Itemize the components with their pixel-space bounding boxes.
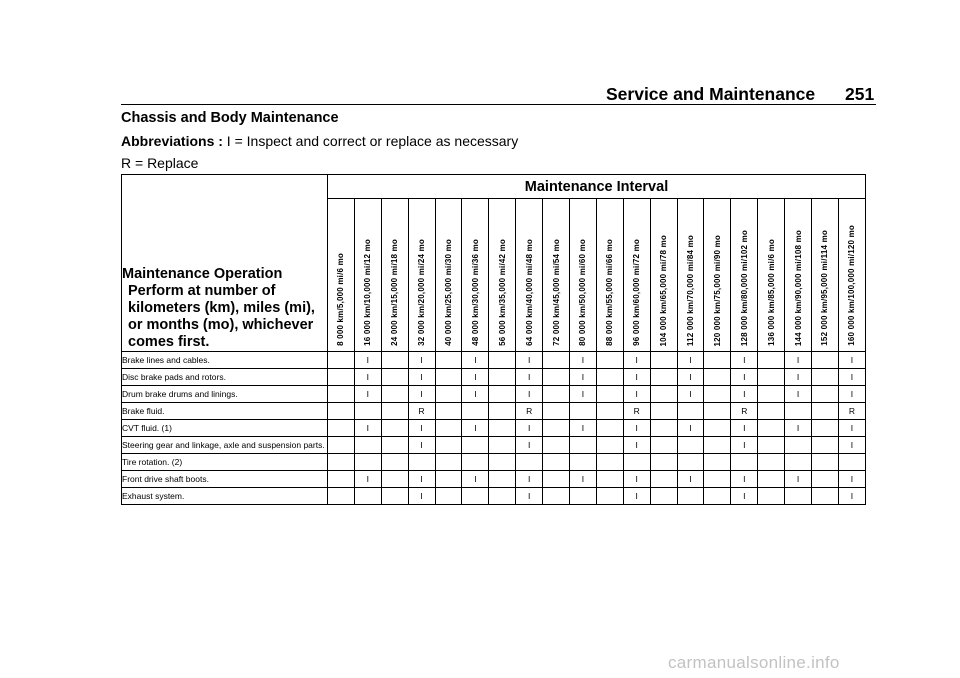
interval-cell (381, 437, 408, 454)
interval-cell: I (408, 488, 435, 505)
interval-cell (812, 352, 839, 369)
interval-cell: I (408, 369, 435, 386)
interval-cell: I (516, 420, 543, 437)
interval-cell (596, 386, 623, 403)
interval-cell: I (623, 488, 650, 505)
interval-column-header (758, 199, 785, 352)
interval-cell: I (838, 471, 865, 488)
interval-label: 32 000 km/20,000 mi/24 mo (417, 239, 427, 346)
interval-label: 88 000 km/55,000 mi/66 mo (605, 239, 615, 346)
interval-cell: I (462, 386, 489, 403)
interval-cell: I (408, 437, 435, 454)
interval-cell (462, 488, 489, 505)
interval-cell (650, 437, 677, 454)
interval-cell: I (785, 420, 812, 437)
interval-label: 144 000 km/90,000 mi/108 mo (793, 229, 803, 346)
interval-cell: I (838, 369, 865, 386)
interval-cell: I (408, 352, 435, 369)
interval-label: 120 000 km/75,000 mi/90 mo (712, 234, 722, 346)
interval-cell (354, 437, 381, 454)
interval-column-header (354, 199, 381, 352)
interval-cell (435, 352, 462, 369)
operation-header-title: Maintenance Operation (122, 266, 283, 282)
interval-cell (758, 369, 785, 386)
interval-cell (812, 386, 839, 403)
interval-cell: I (838, 420, 865, 437)
interval-cell: I (677, 386, 704, 403)
interval-column-header (543, 199, 570, 352)
interval-cell: I (785, 386, 812, 403)
interval-cell (381, 369, 408, 386)
interval-cell (354, 454, 381, 471)
interval-cell (704, 437, 731, 454)
interval-cell (596, 437, 623, 454)
interval-cell (704, 403, 731, 420)
interval-cell: R (516, 403, 543, 420)
interval-cell (812, 403, 839, 420)
interval-cell (785, 437, 812, 454)
interval-label: 136 000 km/85,000 mi/6 mo (766, 239, 776, 346)
table-row (122, 369, 866, 386)
interval-column-header (381, 199, 408, 352)
interval-cell (704, 454, 731, 471)
interval-cell: I (354, 369, 381, 386)
interval-cell (677, 437, 704, 454)
interval-cell (543, 420, 570, 437)
interval-column-header (570, 199, 597, 352)
section-title: Chassis and Body Maintenance (121, 110, 339, 126)
operation-name: Tire rotation. (2) (122, 454, 328, 471)
interval-label: 160 000 km/100,000 mi/120 mo (847, 225, 857, 346)
interval-label: 152 000 km/95,000 mi/114 mo (820, 230, 830, 346)
interval-cell: I (623, 352, 650, 369)
interval-cell (543, 403, 570, 420)
interval-cell: I (731, 386, 758, 403)
interval-cell: I (516, 369, 543, 386)
interval-column-header (462, 199, 489, 352)
interval-cell (596, 471, 623, 488)
abbreviation-inspect: I = Inspect and correct or replace as necessary (226, 133, 519, 149)
page-section-title: Service and Maintenance (606, 84, 816, 104)
interval-cell (543, 437, 570, 454)
interval-cell (650, 488, 677, 505)
interval-column-header (812, 199, 839, 352)
interval-cell: I (623, 471, 650, 488)
interval-cell (543, 454, 570, 471)
interval-cell (328, 454, 355, 471)
interval-cell (435, 437, 462, 454)
table-row (122, 454, 866, 471)
interval-cell: I (516, 386, 543, 403)
abbreviations-label: Abbreviations : (121, 133, 223, 149)
interval-cell (650, 420, 677, 437)
interval-cell (704, 471, 731, 488)
interval-label: 128 000 km/80,000 mi/102 mo (739, 229, 749, 346)
interval-cell: I (570, 352, 597, 369)
interval-cell (758, 488, 785, 505)
interval-cell: I (462, 369, 489, 386)
page-number: 251 (845, 84, 875, 104)
interval-cell (704, 369, 731, 386)
interval-cell (596, 403, 623, 420)
interval-cell (543, 352, 570, 369)
interval-label: 96 000 km/60,000 mi/72 mo (632, 239, 642, 346)
interval-cell: I (731, 488, 758, 505)
interval-label: 80 000 km/50,000 mi/60 mo (578, 239, 588, 346)
interval-cell: I (408, 471, 435, 488)
interval-cell: I (623, 386, 650, 403)
table-row (122, 403, 866, 420)
interval-header: Maintenance Interval (328, 175, 866, 199)
interval-cell: I (408, 420, 435, 437)
interval-cell: I (838, 488, 865, 505)
interval-cell: I (838, 386, 865, 403)
table-row (122, 488, 866, 505)
interval-cell (543, 369, 570, 386)
interval-cell: I (785, 471, 812, 488)
interval-cell (381, 488, 408, 505)
interval-cell: I (731, 471, 758, 488)
interval-cell: I (354, 471, 381, 488)
interval-label: 16 000 km/10,000 mi/12 mo (363, 239, 373, 346)
interval-column-header (435, 199, 462, 352)
interval-cell (758, 352, 785, 369)
interval-cell: I (731, 420, 758, 437)
interval-cell (650, 403, 677, 420)
interval-cell (812, 454, 839, 471)
operation-name: Exhaust system. (122, 488, 328, 505)
interval-cell (354, 403, 381, 420)
interval-cell (650, 369, 677, 386)
interval-cell (328, 386, 355, 403)
interval-cell (381, 403, 408, 420)
interval-cell (435, 420, 462, 437)
interval-cell (650, 386, 677, 403)
table-header-row (122, 175, 866, 199)
interval-label: 104 000 km/65,000 mi/78 mo (659, 234, 669, 346)
interval-cell (570, 437, 597, 454)
operation-header (122, 175, 328, 352)
interval-cell (758, 420, 785, 437)
interval-cell (596, 488, 623, 505)
interval-cell (650, 352, 677, 369)
interval-cell (596, 352, 623, 369)
interval-cell: I (516, 352, 543, 369)
interval-cell (381, 352, 408, 369)
interval-cell (489, 454, 516, 471)
interval-column-header (785, 199, 812, 352)
interval-cell (435, 454, 462, 471)
interval-cell (543, 471, 570, 488)
interval-cell: I (354, 420, 381, 437)
interval-column-header (489, 199, 516, 352)
interval-cell (812, 369, 839, 386)
watermark: carmanualsonline.info (668, 653, 840, 672)
interval-cell (785, 488, 812, 505)
interval-cell (677, 403, 704, 420)
interval-cell (435, 386, 462, 403)
interval-column-header (408, 199, 435, 352)
operation-name: Brake lines and cables. (122, 352, 328, 369)
interval-cell: I (623, 420, 650, 437)
interval-cell: I (838, 437, 865, 454)
interval-cell: I (785, 369, 812, 386)
table-row (122, 471, 866, 488)
operation-name: Steering gear and linkage, axle and suspension parts. (122, 437, 328, 454)
interval-cell (462, 403, 489, 420)
interval-column-header (704, 199, 731, 352)
interval-cell (328, 369, 355, 386)
interval-cell (596, 369, 623, 386)
interval-cell: I (785, 352, 812, 369)
interval-cell: I (731, 352, 758, 369)
interval-cell (623, 454, 650, 471)
interval-cell: I (516, 437, 543, 454)
interval-cell (381, 386, 408, 403)
interval-cell (785, 454, 812, 471)
interval-cell (704, 352, 731, 369)
operation-name: CVT fluid. (1) (122, 420, 328, 437)
interval-cell (462, 454, 489, 471)
interval-cell (328, 437, 355, 454)
interval-cell: I (570, 420, 597, 437)
interval-cell: I (408, 386, 435, 403)
interval-cell (596, 454, 623, 471)
interval-cell: I (354, 386, 381, 403)
interval-cell (328, 403, 355, 420)
interval-cell (570, 488, 597, 505)
interval-cell (408, 454, 435, 471)
interval-cell (489, 369, 516, 386)
abbreviations-line (121, 133, 518, 149)
interval-cell (758, 471, 785, 488)
interval-cell (677, 454, 704, 471)
interval-cell: R (623, 403, 650, 420)
interval-cell: I (462, 471, 489, 488)
interval-column-header (838, 199, 865, 352)
interval-cell: I (570, 386, 597, 403)
interval-cell (704, 488, 731, 505)
interval-label: 40 000 km/25,000 mi/30 mo (444, 239, 453, 346)
interval-cell (758, 454, 785, 471)
interval-cell (570, 403, 597, 420)
interval-label: 64 000 km/40,000 mi/48 mo (524, 239, 534, 346)
operation-header-note: Perform at number of kilometers (km), miles (mi), or months (mo), whichever comes first. (128, 283, 315, 350)
interval-cell (462, 437, 489, 454)
operation-name: Disc brake pads and rotors. (122, 369, 328, 386)
interval-cell (489, 386, 516, 403)
interval-cell: I (677, 352, 704, 369)
interval-cell (812, 471, 839, 488)
interval-cell (543, 386, 570, 403)
interval-cell: I (570, 369, 597, 386)
operation-name: Drum brake drums and linings. (122, 386, 328, 403)
interval-cell (785, 403, 812, 420)
interval-cell (758, 403, 785, 420)
interval-label: 24 000 km/15,000 mi/18 mo (390, 239, 400, 346)
interval-cell (812, 488, 839, 505)
interval-column-header (677, 199, 704, 352)
interval-cell (704, 420, 731, 437)
interval-cell (328, 352, 355, 369)
interval-cell (731, 454, 758, 471)
interval-cell (838, 454, 865, 471)
interval-label: 48 000 km/30,000 mi/36 mo (470, 239, 480, 346)
interval-cell: I (623, 369, 650, 386)
interval-cell (812, 420, 839, 437)
interval-column-header (516, 199, 543, 352)
interval-cell: I (570, 471, 597, 488)
interval-cell (489, 403, 516, 420)
interval-cell: R (408, 403, 435, 420)
interval-cell (596, 420, 623, 437)
interval-cell (489, 352, 516, 369)
interval-cell (489, 420, 516, 437)
interval-cell: R (838, 403, 865, 420)
interval-cell (677, 488, 704, 505)
interval-cell: I (462, 420, 489, 437)
interval-column-header (623, 199, 650, 352)
interval-cell (435, 488, 462, 505)
interval-cell (328, 488, 355, 505)
interval-cell (650, 471, 677, 488)
interval-cell: R (731, 403, 758, 420)
interval-cell (489, 437, 516, 454)
interval-label: 72 000 km/45,000 mi/54 mo (551, 239, 561, 346)
interval-cell: I (354, 352, 381, 369)
interval-cell: I (516, 488, 543, 505)
interval-cell (650, 454, 677, 471)
interval-cell: I (462, 352, 489, 369)
table-body (122, 352, 866, 505)
interval-cell: I (731, 369, 758, 386)
interval-cell: I (623, 437, 650, 454)
interval-cell (381, 420, 408, 437)
interval-label: 112 000 km/70,000 mi/84 mo (686, 234, 696, 346)
interval-cell (489, 488, 516, 505)
interval-cell (381, 454, 408, 471)
interval-column-header (650, 199, 677, 352)
interval-cell: I (677, 420, 704, 437)
interval-column-header (328, 199, 355, 352)
interval-cell (704, 386, 731, 403)
interval-cell (812, 437, 839, 454)
interval-cell (328, 420, 355, 437)
interval-cell: I (516, 471, 543, 488)
table-row (122, 386, 866, 403)
table-row (122, 352, 866, 369)
interval-cell (435, 403, 462, 420)
interval-cell (328, 471, 355, 488)
interval-label: 56 000 km/35,000 mi/42 mo (497, 239, 507, 346)
table-row (122, 420, 866, 437)
interval-cell: I (677, 369, 704, 386)
maintenance-table (121, 174, 866, 505)
interval-cell: I (677, 471, 704, 488)
interval-cell (489, 471, 516, 488)
interval-label: 8 000 km/5,000 mi/6 mo (336, 253, 346, 346)
interval-cell (435, 369, 462, 386)
interval-cell: I (838, 352, 865, 369)
abbreviation-replace: R = Replace (121, 155, 199, 171)
header-divider (121, 104, 876, 105)
interval-column-header (731, 199, 758, 352)
interval-cell: I (731, 437, 758, 454)
interval-cell (381, 471, 408, 488)
interval-cell (758, 386, 785, 403)
interval-cell (543, 488, 570, 505)
interval-cell (758, 437, 785, 454)
interval-cell (516, 454, 543, 471)
operation-name: Front drive shaft boots. (122, 471, 328, 488)
interval-column-header (596, 199, 623, 352)
interval-cell (570, 454, 597, 471)
interval-cell (435, 471, 462, 488)
interval-cell (354, 488, 381, 505)
operation-name: Brake fluid. (122, 403, 328, 420)
table-row (122, 437, 866, 454)
